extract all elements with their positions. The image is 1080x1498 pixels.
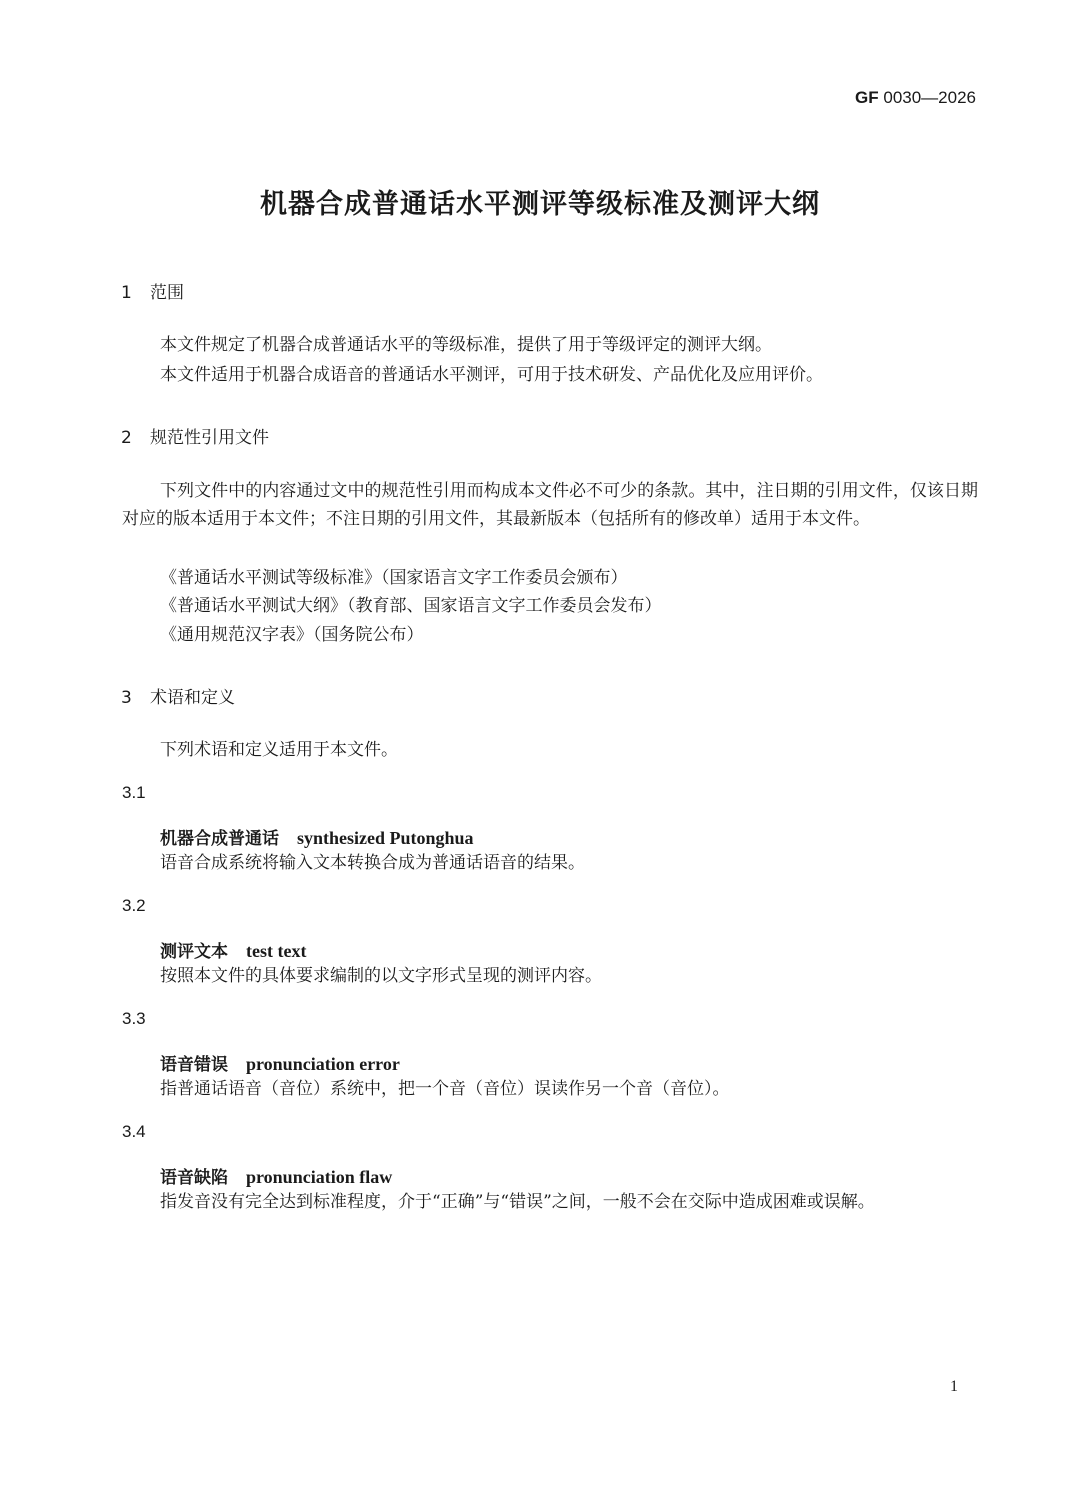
- section-number: 2: [121, 428, 132, 448]
- reference-item: 《普通话水平测试等级标准》（国家语言文字工作委员会颁布）: [160, 568, 628, 588]
- term-en: synthesized Putonghua: [297, 828, 474, 848]
- document-code-number: 0030—2026: [883, 88, 976, 107]
- section-3-heading: [121, 683, 235, 708]
- document-code-prefix: GF: [855, 88, 879, 107]
- section-1-paragraph-1: 本文件规定了机器合成普通话水平的等级标准，提供了用于等级评定的测评大纲。: [160, 335, 772, 355]
- reference-item: 《普通话水平测试大纲》（教育部、国家语言文字工作委员会发布）: [160, 596, 662, 616]
- term-number: 3.1: [122, 783, 146, 802]
- term-heading: [160, 1163, 392, 1188]
- section-2-heading: [121, 423, 269, 448]
- section-1-paragraph-2: 本文件适用于机器合成语音的普通话水平测评，可用于技术研发、产品优化及应用评价。: [160, 365, 823, 385]
- section-number: 3: [121, 688, 132, 708]
- term-definition: 指发音没有完全达到标准程度，介于“正确”与“错误”之间，一般不会在交际中造成困难或误解。: [160, 1192, 875, 1212]
- term-definition: 指普通话语音（音位）系统中，把一个音（音位）误读作另一个音（音位）。: [160, 1079, 730, 1099]
- section-title: 规范性引用文件: [150, 428, 269, 448]
- term-heading: [160, 1050, 400, 1075]
- page-number: 1: [950, 1378, 958, 1395]
- document-code: [855, 88, 976, 108]
- section-number: 1: [121, 283, 132, 303]
- term-zh: 测评文本: [160, 942, 228, 962]
- section-3-paragraph-1: 下列术语和定义适用于本文件。: [160, 740, 398, 760]
- term-en: pronunciation flaw: [246, 1167, 393, 1187]
- term-heading: [160, 937, 306, 962]
- term-heading: [160, 824, 474, 849]
- term-zh: 语音缺陷: [160, 1168, 228, 1188]
- term-zh: 语音错误: [160, 1055, 228, 1075]
- term-number: 3.4: [122, 1122, 146, 1141]
- document-title: 机器合成普通话水平测评等级标准及测评大纲: [260, 189, 820, 220]
- term-definition: 按照本文件的具体要求编制的以文字形式呈现的测评内容。: [160, 966, 602, 986]
- section-title: 范围: [150, 283, 184, 303]
- section-1-heading: [121, 278, 184, 303]
- term-number: 3.2: [122, 896, 146, 915]
- term-number: 3.3: [122, 1009, 146, 1028]
- term-en: test text: [246, 941, 307, 961]
- section-2-paragraph-1: 下列文件中的内容通过文中的规范性引用而构成本文件必不可少的条款。其中，注日期的引用文件，仅该日期对应的版本适用于本文件；不注日期的引用文件，其最新版本（包括所有的修改单）适用于本文件。: [122, 481, 978, 529]
- term-zh: 机器合成普通话: [160, 829, 279, 849]
- section-title: 术语和定义: [150, 688, 235, 708]
- term-en: pronunciation error: [246, 1054, 400, 1074]
- reference-item: 《通用规范汉字表》（国务院公布）: [160, 625, 424, 645]
- term-definition: 语音合成系统将输入文本转换合成为普通话语音的结果。: [160, 853, 585, 873]
